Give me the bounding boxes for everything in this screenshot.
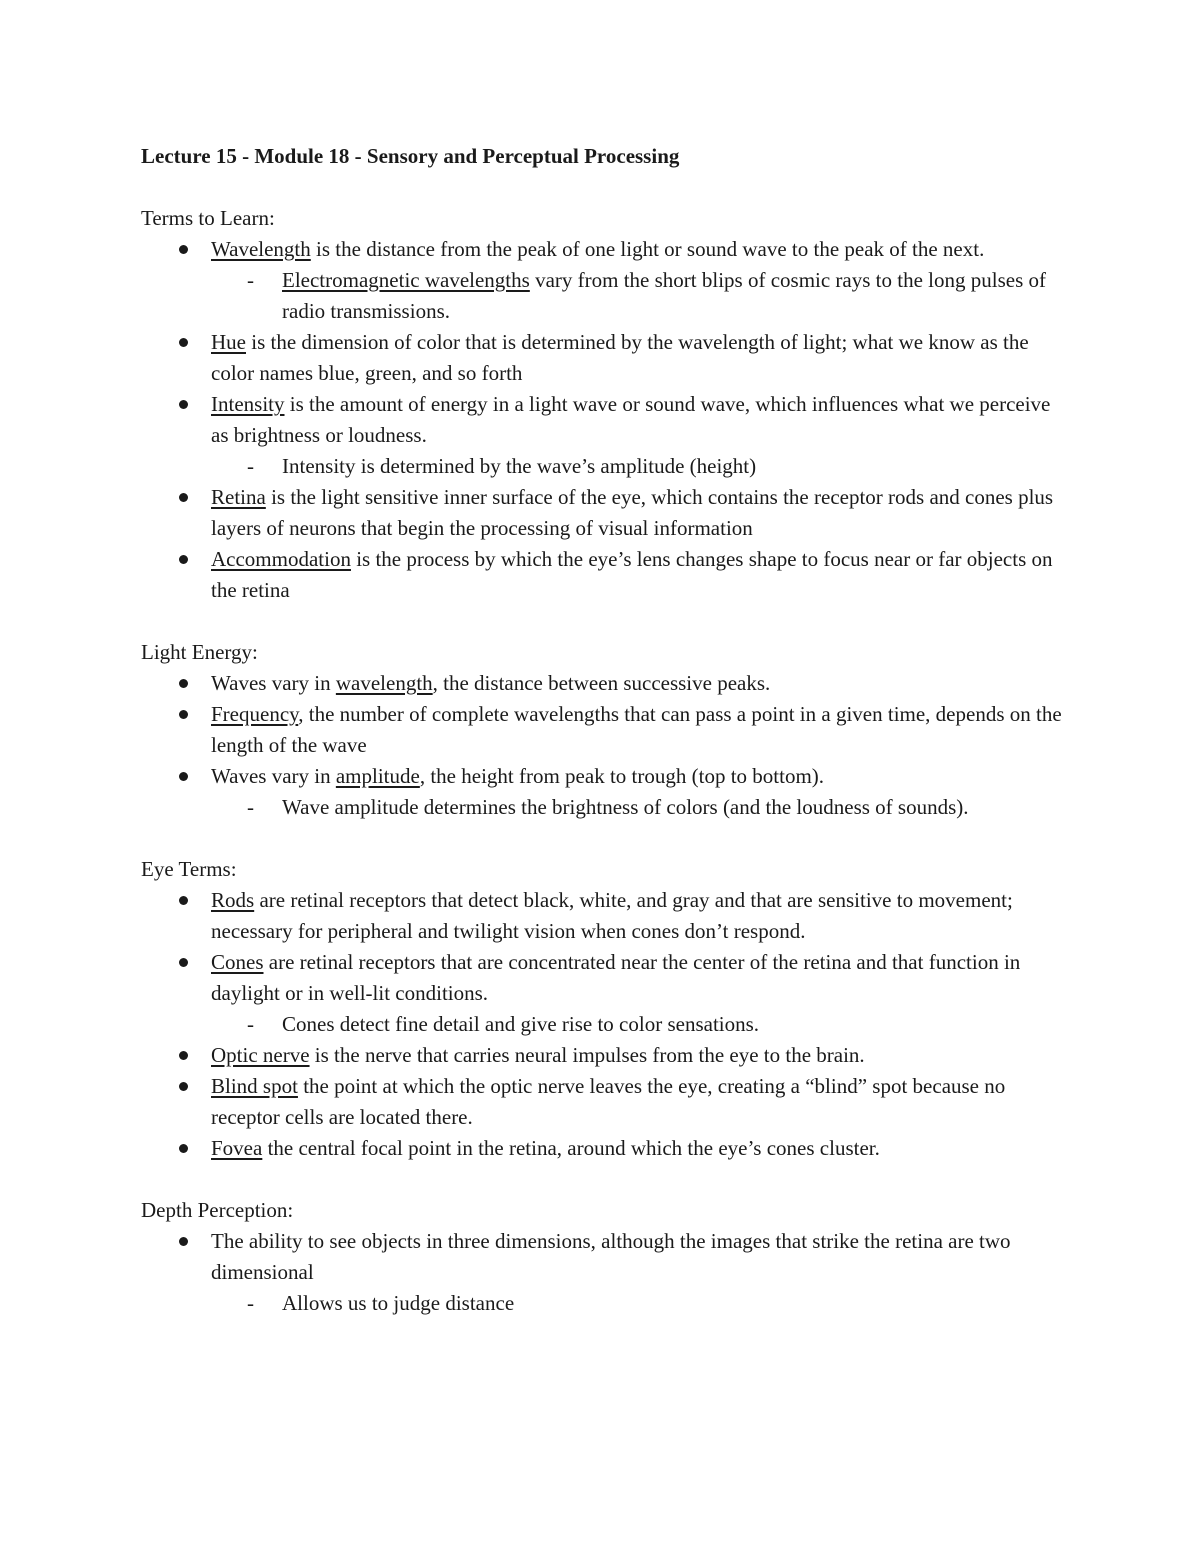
term-underlined: Electromagnetic wavelengths [282, 268, 530, 292]
sub-list-item [141, 1009, 1071, 1040]
item-text: the point at which the optic nerve leaves the eye, creating a “blind” spot because no receptor cells are located there. [211, 1074, 1006, 1129]
item-text: Cones detect fine detail and give rise to color sensations. [282, 1012, 760, 1036]
bullet-list [141, 668, 1071, 823]
term-underlined: Accommodation [211, 547, 351, 571]
sub-list-item [141, 792, 1071, 823]
item-text: is the distance from the peak of one light or sound wave to the peak of the next. [310, 237, 985, 261]
item-text: are retinal receptors that are concentrated near the center of the retina and that function in daylight or in well-lit conditions. [211, 950, 1021, 1005]
item-text: is the amount of energy in a light wave or sound wave, which influences what we perceive as brightness or loudness. [211, 392, 1051, 447]
term-underlined: Fovea [211, 1136, 263, 1160]
sub-list-item [141, 451, 1071, 482]
item-text: The ability to see objects in three dimensions, although the images that strike the retina are two dimensional [211, 1229, 1011, 1284]
page-title: Lecture 15 - Module 18 - Sensory and Perceptual Processing [141, 144, 680, 168]
bullet-list [141, 1226, 1071, 1319]
list-item [141, 1040, 1071, 1071]
sub-list-item [141, 265, 1071, 327]
item-text: is the light sensitive inner surface of the eye, which contains the receptor rods and cones plus layers of neurons that begin the processing of visual information [211, 485, 1054, 540]
term-underlined: Frequency [211, 702, 299, 726]
term-underlined: Hue [211, 330, 246, 354]
list-item [141, 482, 1071, 544]
section-spacer [141, 172, 1071, 203]
item-text: are retinal receptors that detect black, white, and gray and that are sensitive to movement; necessary for peripheral and twilight vision when cones don’t respond. [211, 888, 1013, 943]
section-spacer [141, 606, 1071, 637]
section-heading: Light Energy: [141, 640, 258, 664]
bullet-list [141, 234, 1071, 606]
list-item [141, 885, 1071, 947]
list-item [141, 1071, 1071, 1133]
list-item [141, 389, 1071, 451]
list-item [141, 327, 1071, 389]
item-prefix-text: Waves vary in [211, 764, 336, 788]
section-heading: Depth Perception: [141, 1198, 294, 1222]
item-prefix-text: Waves vary in [211, 671, 336, 695]
list-item [141, 699, 1071, 761]
item-text: , the height from peak to trough (top to bottom). [419, 764, 825, 788]
term-underlined: wavelength [335, 671, 433, 695]
item-text: Allows us to judge distance [282, 1291, 515, 1315]
item-text: Intensity is determined by the wave’s amplitude (height) [282, 454, 757, 478]
item-text: vary from the short blips of cosmic rays to the long pulses of radio transmissions. [282, 268, 1046, 323]
list-item [141, 544, 1071, 606]
list-item [141, 234, 1071, 265]
item-text: is the dimension of color that is determined by the wavelength of light; what we know as the color names blue, green, and so forth [211, 330, 1029, 385]
list-item [141, 1226, 1071, 1288]
term-underlined: Retina [211, 485, 266, 509]
sub-list-item [141, 1288, 1071, 1319]
item-text: the central focal point in the retina, around which the eye’s cones cluster. [262, 1136, 880, 1160]
item-text: Wave amplitude determines the brightness of colors (and the loudness of sounds). [282, 795, 969, 819]
item-text: , the distance between successive peaks. [432, 671, 771, 695]
list-item [141, 668, 1071, 699]
term-underlined: Optic nerve [211, 1043, 310, 1067]
bullet-list [141, 885, 1071, 1164]
document-page [141, 141, 1071, 1319]
section-spacer [141, 823, 1071, 854]
term-underlined: Intensity [211, 392, 285, 416]
term-underlined: Wavelength [211, 237, 311, 261]
list-item [141, 761, 1071, 792]
item-text: is the nerve that carries neural impulses from the eye to the brain. [309, 1043, 865, 1067]
item-text: , the number of complete wavelengths that can pass a point in a given time, depends on the length of the wave [211, 702, 1062, 757]
section-spacer [141, 1164, 1071, 1195]
term-underlined: amplitude [335, 764, 420, 788]
term-underlined: Cones [211, 950, 264, 974]
section-heading: Eye Terms: [141, 857, 237, 881]
term-underlined: Rods [211, 888, 255, 912]
item-text: is the process by which the eye’s lens changes shape to focus near or far objects on the retina [211, 547, 1053, 602]
list-item [141, 947, 1071, 1009]
document-body [141, 172, 1071, 1319]
section-heading: Terms to Learn: [141, 206, 275, 230]
term-underlined: Blind spot [211, 1074, 298, 1098]
list-item [141, 1133, 1071, 1164]
